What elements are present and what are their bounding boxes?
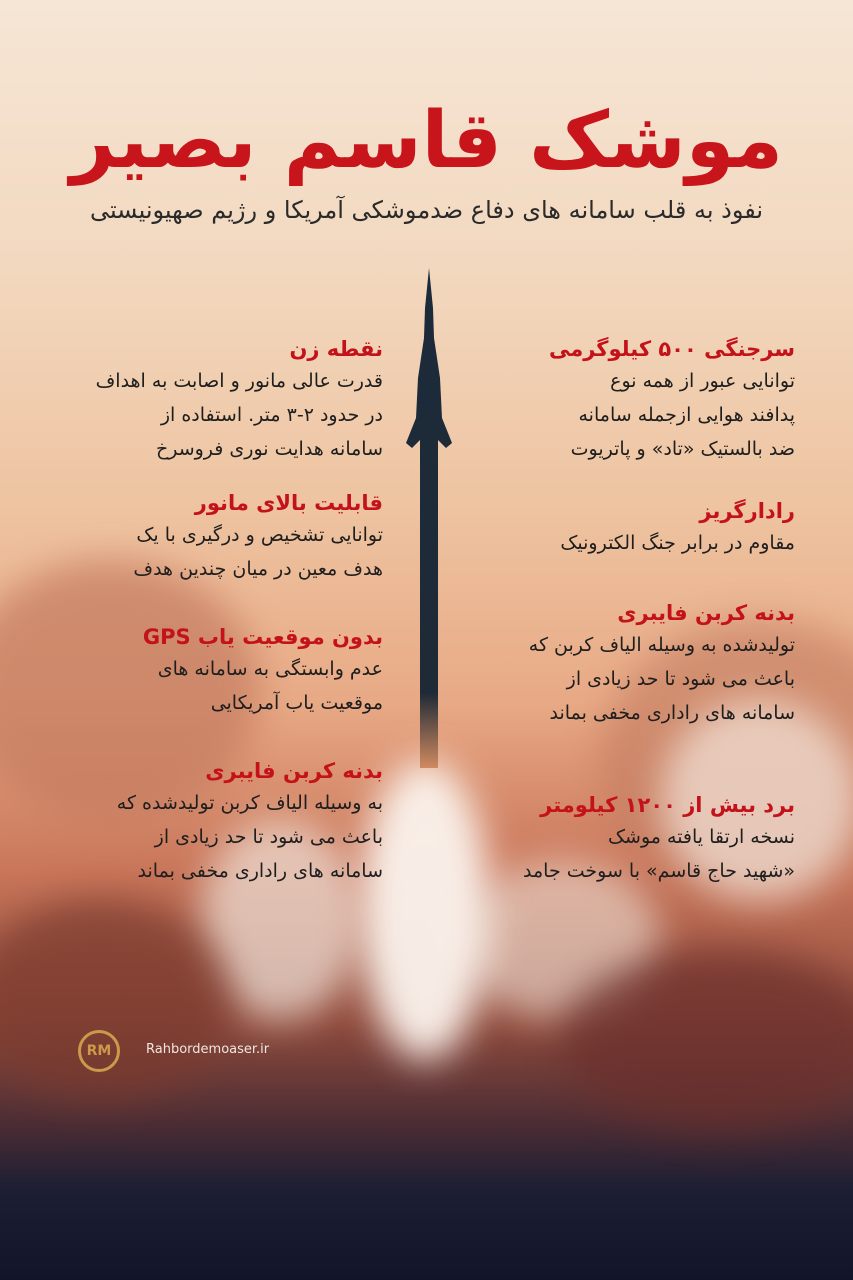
feature-carbon-body-right xyxy=(465,598,795,730)
feature-heading: قابلیت بالای مانور xyxy=(194,491,383,515)
brand-logo: RM xyxy=(78,1030,120,1072)
feature-heading: نقطه زن xyxy=(289,337,383,361)
feature-line: موقعیت یاب آمریکایی xyxy=(210,692,383,714)
feature-line: تولیدشده به وسیله الیاف کربن که xyxy=(528,634,795,656)
feature-line: مقاوم در برابر جنگ الکترونیک xyxy=(560,532,795,554)
feature-heading: بدون موقعیت یاب GPS xyxy=(142,625,383,649)
feature-no-gps xyxy=(53,622,383,720)
feature-line: به وسیله الیاف کربن تولیدشده که xyxy=(116,792,383,814)
feature-warhead xyxy=(465,334,795,466)
feature-maneuver xyxy=(53,488,383,586)
feature-line: هدف معین در میان چندین هدف xyxy=(133,558,383,580)
feature-heading: رادارگریز xyxy=(699,499,795,523)
feature-heading: برد بیش از ۱۲۰۰ کیلومتر xyxy=(540,793,795,817)
page-title: موشک قاسم بصیر xyxy=(70,96,783,186)
feature-line: «شهید حاج قاسم» با سوخت جامد xyxy=(523,860,795,882)
feature-line: نسخه ارتقا یافته موشک xyxy=(608,826,795,848)
feature-line: سامانه هدایت نوری فروسرخ xyxy=(155,438,383,460)
feature-line: قدرت عالی مانور و اصابت به اهداف xyxy=(95,370,383,392)
feature-precision xyxy=(53,334,383,466)
feature-heading: بدنه کربن فایبری xyxy=(205,759,383,783)
feature-heading: سرجنگی ۵۰۰ کیلوگرمی xyxy=(548,337,795,361)
feature-line: عدم وابستگی به سامانه های xyxy=(157,658,383,680)
feature-line: سامانه های راداری مخفی بماند xyxy=(549,702,795,724)
feature-line: توانایی تشخیص و درگیری با یک xyxy=(136,524,383,546)
missile-illustration xyxy=(398,268,460,778)
feature-line: باعث می شود تا حد زیادی از xyxy=(566,668,795,690)
feature-carbon-body-left xyxy=(53,756,383,888)
feature-line: باعث می شود تا حد زیادی از xyxy=(154,826,383,848)
feature-line: در حدود ۲-۳ متر. استفاده از xyxy=(160,404,383,426)
feature-radar-evading xyxy=(465,496,795,560)
feature-line: ضد بالستیک «تاد» و پاتریوت xyxy=(570,438,795,460)
feature-range xyxy=(465,790,795,888)
website-link[interactable]: Rahbordemoaser.ir xyxy=(146,1042,270,1057)
feature-heading: بدنه کربن فایبری xyxy=(617,601,795,625)
feature-line: سامانه های راداری مخفی بماند xyxy=(137,860,383,882)
feature-line: توانایی عبور از همه نوع xyxy=(610,370,795,392)
page-subtitle: نفوذ به قلب سامانه های دفاع ضدموشکی آمریکا و رژیم صهیونیستی xyxy=(89,196,764,224)
feature-line: پدافند هوایی ازجمله سامانه xyxy=(578,404,795,426)
